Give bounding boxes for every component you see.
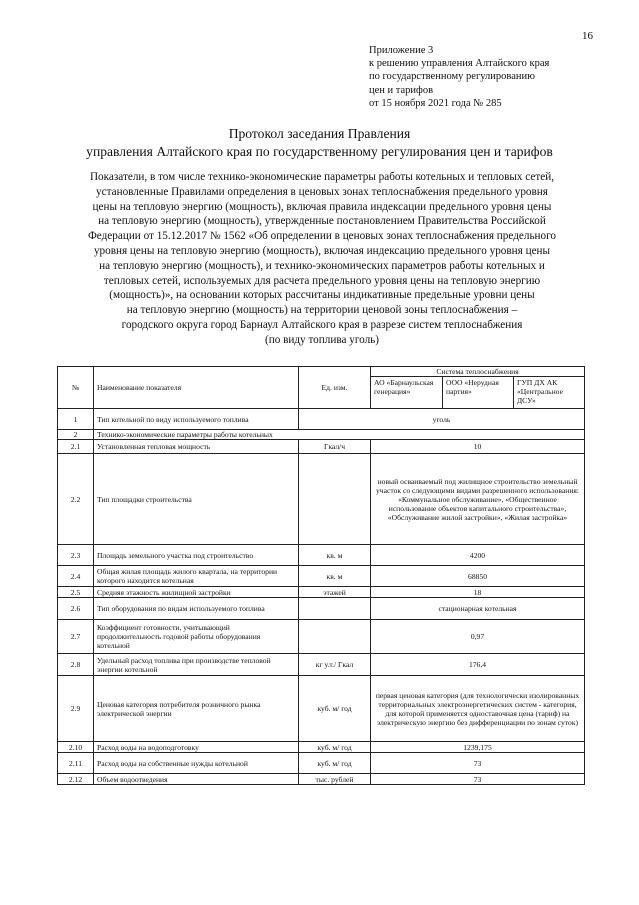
row-num: 2.11: [58, 753, 94, 774]
row-name: Тип оборудования по видам используемого топлива: [94, 598, 299, 620]
row-num: 2.5: [58, 587, 94, 598]
row-num: 2.4: [58, 566, 94, 587]
intro-line: уровня цены на тепловую энергию (мощность), включая индексацию предельного уровня цены: [93, 244, 551, 257]
appendix-line: по государственному регулированию: [369, 71, 535, 83]
table-row: [58, 676, 585, 742]
intro-line: тепловых сетей, используемых для расчета предельного уровня цены на тепловую энергию: [103, 274, 541, 287]
header-system-3: ГУП ДХ АК «Центральное ДСУ»: [514, 377, 585, 409]
row-num: 2.3: [58, 545, 94, 566]
row-name: Расход воды на собственные нужды котельной: [94, 753, 299, 774]
header-num: №: [58, 367, 94, 409]
intro-line: установленные Правилами определения в ценовых зонах теплоснабжения предельного уровня: [96, 185, 548, 198]
row-num: 2: [58, 430, 94, 440]
row-name: Средняя этажность жилищной застройки: [94, 587, 299, 598]
row-unit: [299, 454, 371, 545]
row-value: 68850: [371, 566, 585, 587]
row-num: 2.10: [58, 742, 94, 753]
table-row: [58, 409, 585, 430]
row-num: 2.8: [58, 654, 94, 676]
row-value: 0,97: [371, 620, 585, 654]
row-unit: тыс. рублей: [299, 774, 371, 785]
row-unit: кг у.т./ Гкал: [299, 654, 371, 676]
intro-line: (мощность)», на основании которых рассчитаны индикативные предельные уровни цены: [109, 289, 535, 302]
intro-line: Показатели, в том числе технико-экономические параметры работы котельных и тепловых сетей,: [89, 171, 555, 183]
appendix-line: к решению управления Алтайского края: [369, 58, 550, 70]
row-value: стационарная котельная: [371, 598, 585, 620]
intro-line: (по виду топлива уголь): [264, 333, 379, 346]
table-row: [58, 440, 585, 454]
row-name: Удельный расход топлива при производстве тепловой энергии котельной: [94, 654, 299, 676]
intro-line: на тепловую энергию (мощность) на территории ценовой зоны теплоснабжения –: [126, 304, 518, 317]
intro-line: на тепловую энергию (мощность), утвержденные постановлением Правительства Российской: [98, 215, 546, 228]
row-unit: [299, 598, 371, 620]
page-number: 16: [582, 30, 593, 42]
table-row: [58, 753, 585, 774]
header-system: Система теплоснабжения: [371, 367, 585, 377]
row-num: 2.12: [58, 774, 94, 785]
row-unit: куб. м/ год: [299, 742, 371, 753]
intro-line: городского округа город Барнаул Алтайского края в разрезе систем теплоснабжения: [121, 318, 523, 331]
table-row: [58, 454, 585, 545]
row-value: 1239,175: [371, 742, 585, 753]
header-system-1: АО «Барнаульская генерация»: [371, 377, 443, 409]
intro-line: цены на тепловую энергию (мощность), включая правила индексации предельного уровня цены: [92, 200, 552, 213]
table-row: [58, 545, 585, 566]
document-title: [0, 125, 639, 161]
row-value: новый осваиваемый под жилищное строительство земельный участок со следующими видами разрешенного использования: «Коммунальное обслуживание», «Общественное использование объектов капитального строительства», «Обслуживание жилой застройки», «Жилая застройка»: [371, 454, 585, 545]
row-num: 2.2: [58, 454, 94, 545]
row-value: 73: [371, 753, 585, 774]
row-num: 2.9: [58, 676, 94, 742]
row-unit: куб. м/ год: [299, 753, 371, 774]
row-name: Ценовая категория потребителя розничного рынка электрической энергии: [94, 676, 299, 742]
row-num: 2.7: [58, 620, 94, 654]
intro-paragraph: [22, 170, 622, 348]
header-name: Наименование показателя: [94, 367, 299, 409]
appendix-block: [369, 44, 549, 110]
table-row: [58, 598, 585, 620]
header-unit: Ед. изм.: [299, 367, 371, 409]
title-line-1: Протокол заседания Правления: [228, 126, 411, 141]
row-name: Объем водоотведения: [94, 774, 299, 785]
intro-line: Федерации от 15.12.2017 № 1562 «Об определении в ценовых зонах теплоснабжения предельного: [87, 230, 557, 243]
appendix-line: цен и тарифов: [369, 84, 434, 96]
appendix-line: Приложение 3: [369, 45, 434, 56]
table-row: [58, 654, 585, 676]
table-row: [58, 742, 585, 753]
row-name: Установленная тепловая мощность: [94, 440, 299, 454]
title-line-2: управления Алтайского края по государственному регулирования цен и тарифов: [86, 144, 553, 159]
row-unit: этажей: [299, 587, 371, 598]
header-system-2: ООО «Нерудная партия»: [443, 377, 514, 409]
table-row: [58, 587, 585, 598]
table-row: [58, 620, 585, 654]
row-name: Площадь земельного участка под строительство: [94, 545, 299, 566]
intro-line: на тепловую энергию (мощность), и технико-экономических параметров работы котельных и: [99, 259, 545, 272]
row-unit: кв. м: [299, 545, 371, 566]
row-name: Тип котельной по виду используемого топлива: [94, 409, 299, 430]
table-row: [58, 566, 585, 587]
row-unit: куб. м/ год: [299, 676, 371, 742]
table-row: [58, 430, 585, 440]
row-value: 4200: [371, 545, 585, 566]
row-num: 1: [58, 409, 94, 430]
row-unit: [299, 620, 371, 654]
row-num: 2.1: [58, 440, 94, 454]
row-value: 176,4: [371, 654, 585, 676]
row-value: 73: [371, 774, 585, 785]
row-name: Расход воды на водоподготовку: [94, 742, 299, 753]
row-name: Общая жилая площадь жилого квартала, на территории которого находится котельная: [94, 566, 299, 587]
appendix-line: от 15 ноября 2021 года № 285: [369, 97, 502, 109]
row-name: Коэффициент готовности, учитывающий продолжительность годовой работы оборудования котельной: [94, 620, 299, 654]
row-unit: Гкал/ч: [299, 440, 371, 454]
row-value: уголь: [299, 409, 585, 430]
row-value: 10: [371, 440, 585, 454]
row-name: Технико-экономические параметры работы котельных: [94, 430, 585, 440]
table-row: [58, 774, 585, 785]
row-unit: кв. м: [299, 566, 371, 587]
row-num: 2.6: [58, 598, 94, 620]
row-name: Тип площадки строительства: [94, 454, 299, 545]
row-value: первая ценовая категория (для технологически изолированных территориальных электроэнергетических систем - категория, для которой применяется одноставочная цена (тариф) на электрическую энергию без дифференциации по зонам суток): [371, 676, 585, 742]
indicators-table: [57, 366, 585, 785]
row-value: 18: [371, 587, 585, 598]
